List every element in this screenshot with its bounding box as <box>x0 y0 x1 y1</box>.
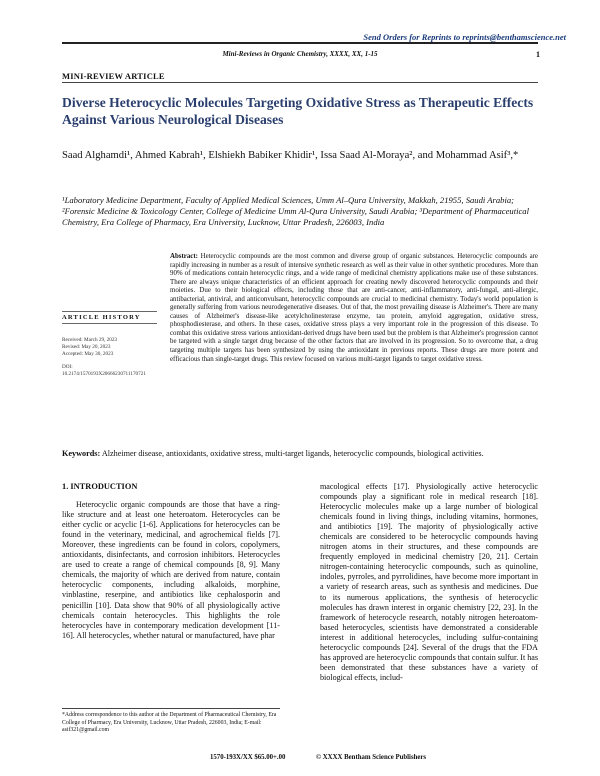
keywords-text: Alzheimer disease, antioxidants, oxidative stress, multi-target ligands, heterocyclic compounds, biological activities. <box>101 449 484 458</box>
paragraph: Heterocyclic organic compounds are those that have a ring-like structure and at least one heteroatom. Heterocycles can be either cyclic or acyclic [1-6]. Applications for heterocycles can be found in the veterinary, medicinal, and agrochemical fields [7]. Moreover, these ingredients can be found in colors, copolymers, antioxidants, disinfectants, and corrosion inhibitors. Heterocycles are used to create a range of chemical compounds [8, 9]. Many chemicals, the majority of which are derived from nature, contain heterocyclic components, including alkaloids, morphine, vinblastine, reserpine, and antibiotics like cephalosporin and penicillin [10]. Data show that 90% of all physiologically active chemicals contain heterocycles. This highlights the role heterocycles have in contemporary medication development [11-16]. All heterocycles, whether natural or manufactured, have phar <box>62 500 280 640</box>
paper-title: Diverse Heterocyclic Molecules Targeting Oxidative Stress as Therapeutic Effects Against Various Neurological Diseases <box>62 95 534 127</box>
journal-citation: Mini-Reviews in Organic Chemistry, XXXX, XX, 1-15 <box>222 50 378 58</box>
page-number: 1 <box>536 50 540 59</box>
doi-link[interactable]: 10.2174/1570193X20666230711170721 <box>62 371 146 377</box>
correspondence-footnote: *Address correspondence to this author at the Department of Pharmaceutical Chemistry, Era College of Pharmacy, Era University, Lucknow, Uttar Pradesh, 226003, India; E-mail: asif321@gmail.com <box>62 708 280 735</box>
header-rule <box>62 42 538 44</box>
publisher-copyright: © XXXX Bentham Science Publishers <box>316 754 427 761</box>
issn-price: 1570-193X/XX $65.00+.00 <box>210 754 286 761</box>
article-history-heading: ARTICLE HISTORY <box>62 311 157 324</box>
accepted-date: Accepted: May 30, 2023 <box>62 351 114 357</box>
article-type-rule <box>62 82 538 83</box>
paragraph: macological effects [17]. Physiologically active heterocyclic compounds play a significant role in medical research [18]. Heterocyclic molecules make up a large number of biological chemicals found in living things, including vitamins, hormones, and antibiotics [19]. The majority of physiologically active chemicals are considered to be heterocyclic compounds having nitrogen atoms in their structures, and these compounds are frequently employed in medicinal chemistry [20, 21]. Certain nitrogen-containing heterocyclic compounds, such as quinoline, indoles, pyrroles, and pyrrolidines, have become more important in a variety of research areas, such as synthesis and medicines. Due to its numerous applications, the synthesis of heterocyclic molecules has drawn interest in organic chemistry [22, 23]. In the framework of heterocycle research, notably nitrogen heteroatom-based heterocycles, scientists have demonstrated a considerable interest in additional heterocycles, including sulfur-containing heterocyclic compounds [24]. Several of the drugs that the FDA has approved are heterocyclic compounds that contain sulfur. It has been demonstrated that these substances have a variety of biological effects, includ- <box>320 482 539 682</box>
article-type: MINI-REVIEW ARTICLE <box>62 71 165 81</box>
keywords <box>62 449 538 459</box>
body-column-left <box>62 482 280 641</box>
abstract-text: Heterocyclic compounds are the most common and diverse group of organic substances. Heterocyclic compounds are rapidly increasing in number as a result of intensive synthetic research as well as their value in other synthetic procedures. More than 90% of medications contain heterocyclic rings, and a wide range of medicinal chemistry applications make use of these substances. There are always unique characteristics of an efficient approach for creating newly discovered heterocyclic compounds and their moieties. Due to their biological effects, including those that are anti-cancer, anti-inflammatory, anti-fungal, anti-allergic, antibacterial, antiviral, and anticonvulsant, heterocyclic compounds are crucial to medicinal chemistry. Today's world population is generally suffering from various neurodegenerative diseases. Out of that, the most prevailing disease is Alzheimer's. There are many causes of Alzheimer's disease-like acetylcholinesterase enzyme, tau protein, amyloid aggregation, oxidative stress, phosphodiesterase, and others. In these cases, oxidative stress plays a very important role in the progression of this disease. To combat this oxidative stress various antioxidant-derived drugs have been used but the problem is that Alzheimer's progression cannot be targeted with a single target drug because of the other factors that are involved in its progression. So to overcome that, a drug targeting multiple targets has been synthesized by using the antioxidant in previous reports. These drugs are more potent and efficacious than single-target drugs. This review focused on various multi-target ligands to target oxidative stress. <box>170 253 538 363</box>
abstract-label: Abstract: <box>170 253 198 260</box>
doi-label: DOI: <box>62 364 73 370</box>
received-date: Received: March 29, 2023 <box>62 337 118 343</box>
article-history <box>62 337 162 378</box>
affiliations: ¹Laboratory Medicine Department, Faculty of Applied Medical Sciences, Umm Al–Qura University, Makkah, 21955, Saudi Arabia; ²Forensic Medicine & Toxicology Center, College of Medicine Umm Al-Qura University, Saudi Arabia; ³Department of Pharmaceutical Chemistry, Era College of Pharmacy, Era University, Lucknow, Uttar Pradesh, 226003, India <box>62 195 529 227</box>
revised-date: Revised: May 20, 2023 <box>62 344 111 350</box>
keywords-label: Keywords: <box>62 449 101 458</box>
abstract <box>170 253 538 364</box>
author-list: Saad Alghamdi¹, Ahmed Kabrah¹, Elshiekh Babiker Khidir¹, Issa Saad Al-Moraya², and Mohammad Asif³,* <box>62 150 519 161</box>
body-column-right <box>320 482 538 683</box>
reprints-notice: Send Orders for Reprints to reprints@benthamscience.net <box>363 32 566 42</box>
section-heading: 1. INTRODUCTION <box>62 482 138 491</box>
